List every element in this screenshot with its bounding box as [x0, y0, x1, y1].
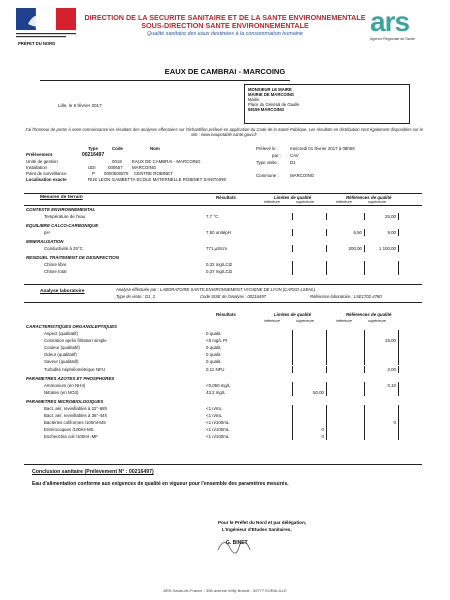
param-name: Saveur (qualitatif): [44, 359, 79, 365]
cell-divider: [326, 366, 327, 373]
param-value: 7,50 unitépH: [206, 230, 231, 235]
cell-divider: [398, 344, 399, 351]
param-value: 0 qualit.: [206, 345, 222, 351]
conclusion-text: Eau d'alimentation conforme aux exigences de qualité en vigueur pour l'ensemble des paramètres mesurés.: [32, 481, 289, 487]
cell-divider: [292, 358, 293, 365]
cell-divider: [326, 337, 327, 344]
loc-value: RUE LEON GAMBETTA ECOLE MATERNELLE ROBINET SANITAIRE: [88, 177, 227, 182]
param-name: Odeur (qualitatif): [44, 352, 77, 358]
cell-divider: [364, 213, 365, 220]
t1-col-sup1: supérieure: [296, 200, 314, 204]
cell-divider: [364, 245, 365, 252]
cell-divider: [326, 412, 327, 419]
cell-divider: [364, 330, 365, 337]
cell-divider: [292, 344, 293, 351]
header-line2: SOUS-DIRECTION SANTE ENVIRONNEMENTALE: [141, 21, 309, 30]
cell-divider: [326, 382, 327, 389]
preleve-label: Prélevé le :: [256, 146, 278, 151]
cell-divider: [326, 268, 327, 275]
cell-divider: [326, 245, 327, 252]
signature-scribble-icon: [214, 534, 254, 558]
intro-text: J'ai l'honneur de porter à votre connaissance les résultats des analyses effectuées sur l'échantillon prélevé en application du Code de la Santé Publique. Les résultats en distribution sont également disponibles sur le site : www.eaupotable.sante.gouv.fr: [25, 127, 423, 137]
page-title: EAUX DE CAMBRAI - MARCOING: [164, 67, 286, 76]
cell-divider: [326, 426, 327, 433]
col-code: Code: [112, 146, 123, 151]
param-ref-sup: 0: [393, 420, 396, 425]
cell-divider: [398, 213, 399, 220]
section-title: CONTEXTE ENVIRONNEMENTAL: [26, 207, 96, 212]
param-name: Température de l'eau: [44, 214, 86, 219]
cell-divider: [364, 261, 365, 268]
cell-divider: [398, 268, 399, 275]
param-name: Bact. aér. revivifiables à 36°-44h: [44, 412, 108, 418]
param-name: Turbidité néphélométrique NFU: [44, 366, 106, 372]
cell-divider: [292, 351, 293, 358]
cell-divider: [364, 426, 365, 433]
cell-divider: [398, 229, 399, 236]
param-ref-sup: 0,10: [387, 382, 396, 388]
prefect-label: PRÉFET DU NORD: [18, 41, 56, 46]
cell-divider: [292, 412, 293, 419]
header-line1: DIRECTION DE LA SECURITE SANITAIRE ET DE LA SANTE ENVIRONNEMENTALE: [84, 13, 366, 22]
t2-col-inf1: inférieure: [264, 319, 280, 323]
param-value: <5 mg/L Pt: [206, 338, 228, 344]
section-title: PARAMETRES AZOTES ET PHOSPHORES: [26, 375, 115, 381]
param-name: pH: [44, 230, 50, 235]
cell-divider: [326, 358, 327, 365]
param-ref-sup: 15,00: [385, 338, 396, 344]
cell-divider: [292, 213, 293, 220]
param-value: 0,32 mg/LCl2: [206, 262, 233, 267]
cell-divider: [292, 389, 293, 396]
signature-line2: L'Ingénieur d'Etudes Sanitaires,: [222, 527, 292, 532]
cell-divider: [364, 358, 365, 365]
t1-col-mesure: Mesures de terrain: [40, 195, 83, 200]
param-value: 771 µS/cm: [206, 246, 228, 251]
install-label: Installation: [26, 165, 47, 170]
cell-divider: [398, 426, 399, 433]
cell-divider: [398, 433, 399, 440]
param-lim-sup: 0: [321, 434, 324, 440]
cell-divider: [364, 344, 365, 351]
param-value: <1 n/100mL: [206, 420, 230, 425]
cell-divider: [326, 433, 327, 440]
point-nom: CENTRE ROBINET: [134, 171, 173, 176]
section-title: PARAMETRES MICROBIOLOGIQUES: [26, 398, 104, 404]
install-type: UDI: [88, 165, 96, 170]
cell-divider: [326, 261, 327, 268]
lab-effectuee: Analyse effectuée par : LABORATOIRE SANTE ENVIRONNEMENT HYGIENE DE LYON (CARSO-LSEHL): [116, 287, 316, 292]
cell-divider: [364, 405, 365, 412]
cell-divider: [398, 366, 399, 373]
typevisite-label: Type visite :: [256, 160, 280, 165]
param-name: Bactéries coliformes /100ml-MS: [44, 420, 106, 425]
cell-divider: [398, 419, 399, 426]
typevisite-value: D1: [290, 160, 296, 165]
cell-divider: [398, 337, 399, 344]
recipient-line4: Place du Général de Gaulle: [248, 102, 300, 107]
param-ref-sup: 2,00: [387, 366, 396, 372]
param-name: Coloration après filtration simple: [44, 338, 107, 344]
param-name: Escherichia coli /100ml -MF: [44, 434, 98, 440]
cell-divider: [292, 337, 293, 344]
param-value: 43,2 mg/L: [206, 389, 226, 395]
param-value: 0,11 NFU: [206, 366, 225, 372]
ars-logo: [370, 8, 440, 48]
cell-divider: [398, 358, 399, 365]
point-label: Point de surveillance: [26, 171, 67, 176]
lab-typevisite: Type de visite : D1_2: [116, 294, 156, 299]
section-title: EQUILIBRE CALCO-CARBONIQUE: [26, 223, 99, 228]
cell-divider: [292, 245, 293, 252]
param-name: Aspect (qualitatif): [44, 331, 78, 336]
param-name: Ammonium (en NH4): [44, 382, 86, 388]
cell-divider: [364, 268, 365, 275]
cell-divider: [292, 229, 293, 236]
cell-divider: [292, 426, 293, 433]
param-name: Entérocoques /100ml-MS: [44, 427, 94, 433]
cell-divider: [398, 351, 399, 358]
ars-subtitle: Agence Régionale de Santé: [370, 37, 415, 41]
param-name: Conductivité à 25°C: [44, 246, 83, 251]
t1-col-resultats: Résultats: [216, 195, 236, 200]
param-name: Bact. aér. revivifiables à 22°-68h: [44, 405, 108, 411]
cell-divider: [398, 330, 399, 337]
loc-label: Localisation exacte: [26, 177, 67, 182]
param-ref-sup: 1 100,00: [378, 246, 396, 251]
commune-label: Commune :: [256, 173, 279, 178]
cell-divider: [292, 433, 293, 440]
t2-col-references: Références de qualité: [346, 312, 392, 317]
t2-col-inf2: inférieure: [336, 319, 352, 323]
par-value: CAV: [290, 153, 299, 158]
cell-divider: [364, 389, 365, 396]
lab-reference: Référence laboratoire : LSE1702-4780: [310, 294, 382, 299]
par-label: par :: [272, 153, 281, 158]
param-value: <1 n/mL: [206, 405, 222, 411]
cell-divider: [398, 389, 399, 396]
cell-divider: [398, 261, 399, 268]
marianne-logo: [14, 6, 78, 50]
param-name: Chlore libre: [44, 262, 67, 267]
cell-divider: [326, 405, 327, 412]
cell-divider: [326, 419, 327, 426]
param-name: Nitrates (en NO3): [44, 389, 79, 395]
param-ref-sup: 25,00: [385, 214, 396, 219]
lab-codesise: Code SISE de l'analyse : 00216497: [200, 294, 266, 299]
t1-col-inf1: inférieure: [264, 200, 280, 204]
recipient-line3: Mairie: [248, 97, 260, 102]
cell-divider: [364, 412, 365, 419]
point-type: P: [92, 171, 95, 176]
cell-divider: [326, 351, 327, 358]
signature-line1: Pour le Préfet du Nord et par délégation,: [218, 520, 307, 525]
conclusion-label: Conclusion sanitaire (Prélèvement N° : 00216497): [32, 469, 154, 475]
cell-divider: [292, 261, 293, 268]
t1-col-references: Références de qualité: [346, 195, 392, 200]
param-value: 7,7 °C: [206, 214, 219, 219]
footer-text: ARS Hauts-de-France - 556 avenue Willy Brandt - 59777 EURALILLE: [163, 588, 287, 593]
param-value: <1 n/mL: [206, 412, 222, 418]
cell-divider: [326, 330, 327, 337]
cell-divider: [364, 433, 365, 440]
param-value: <1 n/100mL: [206, 434, 230, 440]
t1-col-sup2: supérieure: [368, 200, 386, 204]
param-lim-sup: 0: [321, 427, 324, 433]
prelevement-label: Prélèvement: [26, 152, 53, 157]
param-value: <0,050 mg/L: [206, 382, 231, 388]
cell-divider: [364, 419, 365, 426]
param-ref-sup: 9,00: [387, 230, 396, 235]
col-type: Type: [88, 146, 98, 151]
t2-col-resultats: Résultats: [216, 312, 236, 317]
commune-value: MARCOING: [290, 173, 315, 178]
prelevement-value: 00216497: [82, 152, 105, 158]
date-line: Lille, le 6 février 2017: [58, 103, 102, 108]
ars-logo-text: ars: [370, 6, 410, 37]
param-name: Couleur (qualitatif): [44, 345, 80, 351]
cell-divider: [326, 229, 327, 236]
cell-divider: [292, 268, 293, 275]
param-ref-inf: 6,50: [353, 230, 362, 235]
unite-label: Unité de gestion: [26, 159, 58, 164]
cell-divider: [292, 366, 293, 373]
param-value: 0 qualit.: [206, 331, 222, 336]
unite-code: 0018: [112, 159, 122, 164]
param-value: 0,37 mg/LCl2: [206, 269, 233, 274]
header-line3: Qualité sanitaire des eaux destinées à la consommation humaine: [147, 31, 303, 37]
recipient-line1: MONSIEUR LE MAIRE: [248, 87, 292, 92]
cell-divider: [398, 245, 399, 252]
param-lim-sup: 50,00: [313, 389, 324, 395]
install-nom: MARCOING: [132, 165, 157, 170]
preleve-value: mercredi 01 février 2017 à 08h59: [290, 146, 355, 151]
param-value: <1 n/100mL: [206, 427, 230, 433]
recipient-box: [244, 84, 410, 124]
section-title: RESIDUEL TRAITEMENT DE DESINFECTION: [26, 255, 119, 260]
lab-label: Analyse laboratoire: [40, 289, 85, 294]
point-code: 0000000876: [104, 171, 129, 176]
cell-divider: [326, 389, 327, 396]
recipient-line2: MAIRIE DE MARCOING: [248, 92, 295, 97]
cell-divider: [398, 412, 399, 419]
cell-divider: [398, 382, 399, 389]
section-title: CARACTERISTIQUES ORGANOLEPTIQUES: [26, 324, 117, 329]
param-ref-inf: 200,00: [348, 246, 362, 251]
cell-divider: [292, 382, 293, 389]
cell-divider: [364, 337, 365, 344]
t2-col-sup1: supérieure: [296, 319, 314, 323]
col-nom: Nom: [150, 146, 160, 151]
unite-nom: EAUX DE CAMBRAI - MARCOING: [132, 159, 201, 164]
cell-divider: [364, 382, 365, 389]
signature-name: G. BINET: [226, 540, 248, 546]
cell-divider: [292, 405, 293, 412]
param-name: Chlore total: [44, 269, 67, 274]
cell-divider: [364, 229, 365, 236]
t1-col-inf2: inférieure: [336, 200, 352, 204]
install-code: 000657: [108, 165, 123, 170]
t1-col-limites: Limites de qualité: [274, 195, 312, 200]
t2-col-limites: Limites de qualité: [274, 312, 312, 317]
param-value: 0 qualit.: [206, 352, 222, 358]
cell-divider: [292, 330, 293, 337]
cell-divider: [326, 344, 327, 351]
cell-divider: [326, 213, 327, 220]
cell-divider: [398, 405, 399, 412]
cell-divider: [364, 366, 365, 373]
cell-divider: [292, 419, 293, 426]
param-value: 0 qualit.: [206, 359, 222, 365]
recipient-line5: 59159 MARCOING: [248, 107, 285, 112]
section-title: MINERALISATION: [26, 239, 64, 244]
t2-col-sup2: supérieure: [368, 319, 386, 323]
signature-stamp: [214, 534, 254, 558]
cell-divider: [364, 351, 365, 358]
